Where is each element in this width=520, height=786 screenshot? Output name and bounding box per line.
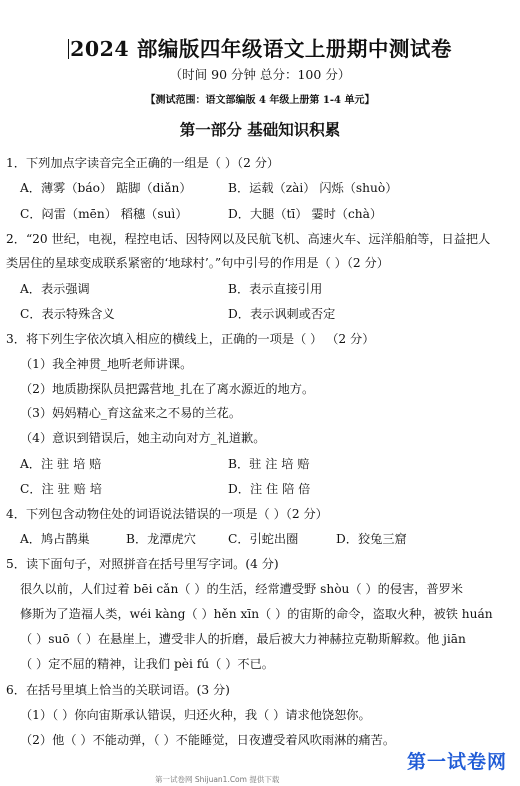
- question-3-sentence-3: （3）妈妈精心_育这盆来之不易的兰花。: [20, 406, 242, 420]
- question-2-option-b: B．表示直接引用: [228, 282, 323, 296]
- question-2-stem-line-1: 2．“20 世纪，电视，程控电话、因特网以及民航飞机、高速火车、远洋船舶等，日益把人: [6, 232, 491, 246]
- question-2-option-d: D．表示讽刺或否定: [228, 307, 336, 321]
- question-3-sentence-2: （2）地质勘探队员把露营地_扎在了离水源近的地方。: [20, 382, 315, 396]
- question-3-option-b: B．驻 注 培 赔: [228, 457, 310, 471]
- question-1-option-b: B．运载（zài） 闪烁（shuò）: [228, 181, 398, 195]
- question-4-option-a: A．鸠占鹊巢: [20, 532, 90, 546]
- part-title: 第一部分 基础知识积累: [179, 120, 341, 139]
- test-scope: 【测试范围：语文部编版 4 年级上册第 1-4 单元】: [145, 95, 375, 106]
- question-2-option-c: C．表示特殊含义: [20, 307, 115, 321]
- question-5-passage-line-4: （ ）定不屈的精神，让我们 pèi fú（ ）不已。: [20, 657, 274, 671]
- site-watermark: 第一试卷网: [407, 751, 508, 773]
- exam-time-score: （时间 90 分钟 总分：100 分）: [169, 67, 351, 82]
- question-3-sentence-1: （1）我全神贯_地听老师讲课。: [20, 357, 193, 371]
- question-3-stem: 3．将下列生字依次填入相应的横线上，正确的一项是（ ） （2 分）: [6, 332, 375, 346]
- page-footer: 第一试卷网 Shijuan1.Com 提供下载: [155, 775, 280, 784]
- question-1-option-d: D．大腿（tī） 霎时（chà）: [228, 207, 383, 221]
- question-5-passage-line-2: 修斯为了造福人类，wéi kàng（ ）hěn xīn（ ）的宙斯的命令，盗取火种，被铁 huán: [20, 607, 493, 621]
- question-6-stem: 6．在括号里填上恰当的关联词语。(3 分): [6, 683, 230, 697]
- question-3-option-c: C．注 驻 赔 培: [20, 482, 102, 496]
- question-4-stem: 4．下列包含动物住处的词语说法错误的一项是（ ）（2 分）: [6, 507, 328, 521]
- question-2-stem-line-2: 类居住的星球变成联系紧密的‘地球村’。”句中引号的作用是（ ）（2 分）: [6, 256, 389, 270]
- question-1-option-c: C．闷雷（mēn） 稻穗（suì）: [20, 207, 188, 221]
- question-6-item-2: （2）他（ ）不能动弹，（ ）不能睡觉，日夜遭受着风吹雨淋的痛苦。: [20, 733, 396, 747]
- text-cursor: [68, 39, 69, 59]
- question-4-option-c: C．引蛇出圈: [228, 532, 299, 546]
- question-3-option-a: A．注 驻 培 赔: [20, 457, 102, 471]
- question-3-sentence-4: （4）意识到错误后，她主动向对方_礼道歉。: [20, 431, 266, 445]
- question-5-passage-line-1: 很久以前，人们过着 bēi cǎn（ ）的生活，经常遭受野 shòu（ ）的侵害，普罗米: [20, 582, 463, 596]
- page-title: [0, 36, 520, 62]
- page-title-text: 2024 部编版四年级语文上册期中测试卷: [70, 37, 452, 61]
- question-4-option-b: B．龙潭虎穴: [126, 532, 196, 546]
- question-5-stem: 5．读下面句子，对照拼音在括号里写字词。(4 分): [6, 557, 279, 571]
- question-1-stem: 1．下列加点字读音完全正确的一组是（ ）（2 分）: [6, 156, 280, 170]
- question-4-option-d: D．狡兔三窟: [336, 532, 407, 546]
- question-2-option-a: A．表示强调: [20, 282, 90, 296]
- question-3-option-d: D．注 住 陪 倍: [228, 482, 311, 496]
- question-6-item-1: （1）（ ）你向宙斯承认错误，归还火种，我（ ）请求他饶恕你。: [20, 708, 371, 722]
- question-5-passage-line-3: （ ）suō（ ）在悬崖上，遭受非人的折磨，最后被大力神赫拉克勒斯解救。他 jiān: [20, 632, 466, 646]
- question-1-option-a: A．薄雾（báo） 踮脚（diǎn）: [20, 181, 192, 195]
